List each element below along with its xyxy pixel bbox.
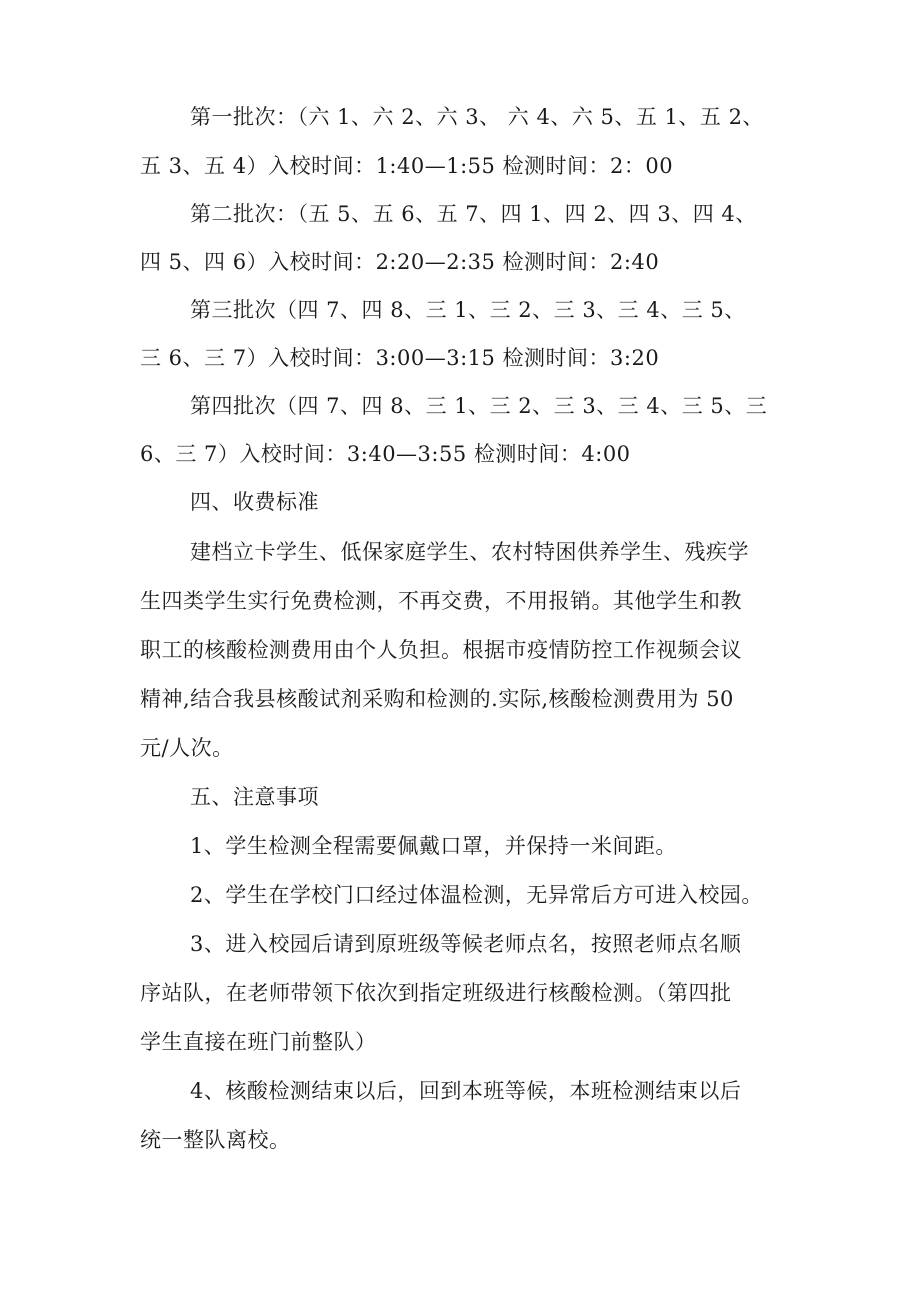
batch-3-line-2: 三 6、三 7）入校时间：3:00—3:15 检测时间：3:20 — [140, 346, 660, 370]
note-item-4-line-2: 统一整队离校。 — [140, 1128, 291, 1152]
note-item-2: 2、学生在学校门口经过体温检测，无异常后方可进入校园。 — [190, 883, 763, 907]
section-4-line-3: 职工的核酸检测费用由个人负担。根据市疫情防控工作视频会议 — [140, 638, 742, 662]
batch-2-line-1: 第二批次：（五 5、五 6、五 7、四 1、四 2、四 3、四 4、 — [190, 202, 757, 226]
batch-2-line-2: 四 5、四 6）入校时间：2:20—2:35 检测时间：2:40 — [140, 250, 660, 274]
note-item-3-line-3: 学生直接在班门前整队） — [140, 1030, 377, 1054]
batch-4-line-1: 第四批次（四 7、四 8、三 1、三 2、三 3、三 4、三 5、三 — [190, 394, 768, 418]
note-item-3-line-1: 3、进入校园后请到原班级等候老师点名，按照老师点名顺 — [190, 932, 742, 956]
note-item-1: 1、学生检测全程需要佩戴口罩，并保持一米间距。 — [190, 834, 677, 858]
section-4-line-5: 元/人次。 — [140, 736, 234, 760]
batch-4-line-2: 6、三 7）入校时间：3:40—3:55 检测时间：4:00 — [140, 442, 631, 466]
section-4-heading: 四、收费标准 — [190, 490, 319, 514]
section-4-line-4: 精神,结合我县核酸试剂采购和检测的.实际,核酸检测费用为 50 — [140, 687, 734, 711]
batch-1-line-2: 五 3、五 4）入校时间：1:40—1:55 检测时间：2：00 — [140, 154, 674, 178]
section-4-line-2: 生四类学生实行免费检测，不再交费，不用报销。其他学生和教 — [140, 589, 742, 613]
section-5-heading: 五、注意事项 — [190, 785, 319, 809]
batch-1-line-1: 第一批次：（六 1、六 2、六 3、 六 4、六 5、五 1、五 2、 — [190, 105, 764, 129]
note-item-3-line-2: 序站队，在老师带领下依次到指定班级进行核酸检测。（第四批 — [140, 981, 732, 1005]
section-4-line-1: 建档立卡学生、低保家庭学生、农村特困供养学生、残疾学 — [190, 540, 749, 564]
note-item-4-line-1: 4、核酸检测结束以后，回到本班等候，本班检测结束以后 — [190, 1079, 742, 1103]
batch-3-line-1: 第三批次（四 7、四 8、三 1、三 2、三 3、三 4、三 5、 — [190, 298, 746, 322]
